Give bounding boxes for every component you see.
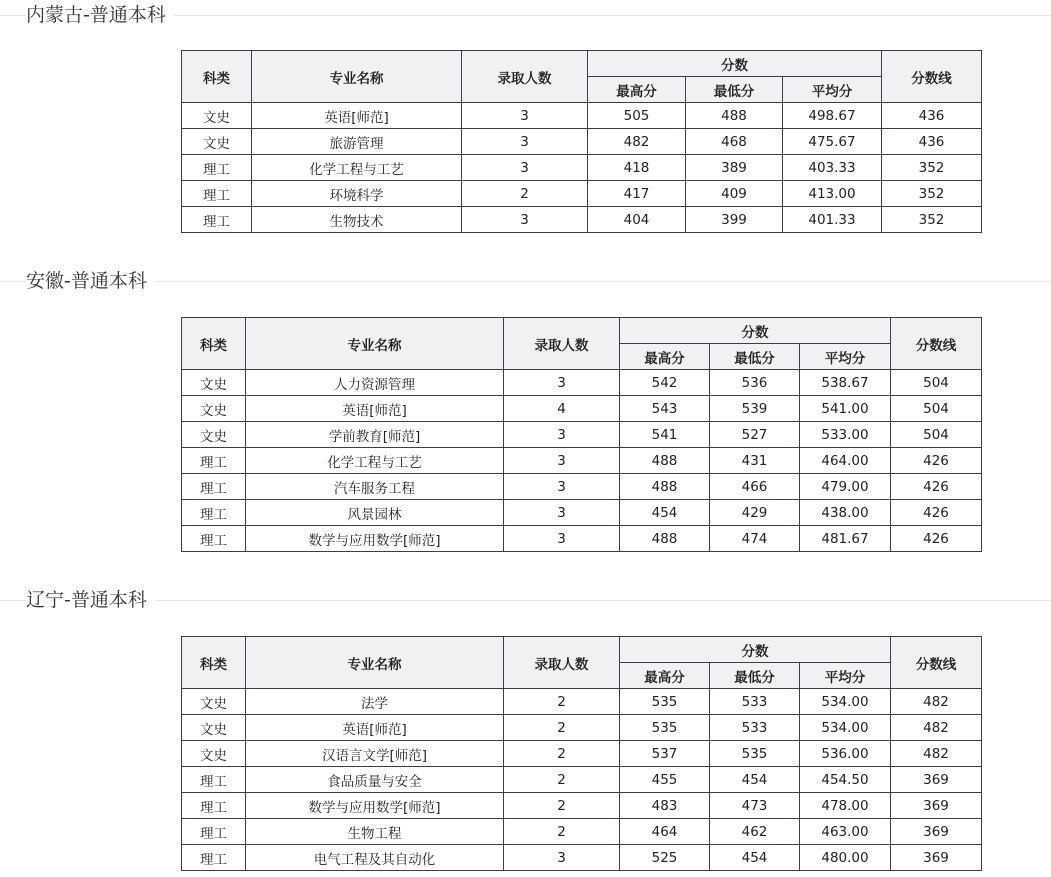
- table-row: [182, 474, 982, 500]
- cell-admitted: 2: [504, 715, 620, 741]
- cell-admitted: 3: [504, 448, 620, 474]
- header-major: 专业名称: [252, 51, 462, 103]
- header-admitted: 录取人数: [504, 637, 620, 689]
- cell-avg: 481.67: [800, 526, 891, 552]
- section-header-anhui: [0, 268, 1051, 294]
- cell-max: 543: [620, 396, 710, 422]
- header-score-group: 分数: [588, 51, 882, 77]
- cell-avg: 464.00: [800, 448, 891, 474]
- cell-major: 英语[师范]: [252, 103, 462, 129]
- cell-min: 431: [710, 448, 800, 474]
- cell-cutoff: 482: [891, 689, 982, 715]
- score-table-liaoning: [181, 636, 982, 871]
- cell-category: 文史: [182, 715, 246, 741]
- cell-admitted: 3: [504, 500, 620, 526]
- cell-major: 学前教育[师范]: [246, 422, 504, 448]
- cell-category: 理工: [182, 181, 252, 207]
- header-admitted: 录取人数: [504, 318, 620, 370]
- cell-max: 404: [588, 207, 686, 233]
- header-cutoff: 分数线: [891, 637, 982, 689]
- cell-major: 环境科学: [252, 181, 462, 207]
- cell-cutoff: 436: [882, 129, 982, 155]
- cell-category: 理工: [182, 474, 246, 500]
- table-row: [182, 526, 982, 552]
- cell-max: 483: [620, 793, 710, 819]
- cell-admitted: 3: [462, 155, 588, 181]
- table-row: [182, 741, 982, 767]
- cell-avg: 533.00: [800, 422, 891, 448]
- table-row: [182, 845, 982, 871]
- cell-cutoff: 482: [891, 715, 982, 741]
- cell-admitted: 4: [504, 396, 620, 422]
- header-cutoff: 分数线: [891, 318, 982, 370]
- cell-min: 474: [710, 526, 800, 552]
- header-major: 专业名称: [246, 637, 504, 689]
- header-avg: 平均分: [800, 663, 891, 689]
- table-row: [182, 422, 982, 448]
- table-row: [182, 767, 982, 793]
- cell-cutoff: 426: [891, 500, 982, 526]
- section-header-liaoning: [0, 587, 1051, 613]
- cell-avg: 454.50: [800, 767, 891, 793]
- cell-admitted: 2: [504, 793, 620, 819]
- cell-min: 429: [710, 500, 800, 526]
- cell-avg: 479.00: [800, 474, 891, 500]
- cell-max: 482: [588, 129, 686, 155]
- cell-admitted: 3: [462, 103, 588, 129]
- score-table-anhui: [181, 317, 982, 552]
- cell-category: 理工: [182, 155, 252, 181]
- score-table-inner-mongolia: [181, 50, 982, 233]
- cell-min: 454: [710, 845, 800, 871]
- cell-admitted: 2: [462, 181, 588, 207]
- cell-category: 文史: [182, 396, 246, 422]
- cell-major: 汽车服务工程: [246, 474, 504, 500]
- cell-min: 539: [710, 396, 800, 422]
- cell-admitted: 3: [462, 129, 588, 155]
- header-category: 科类: [182, 637, 246, 689]
- cell-min: 462: [710, 819, 800, 845]
- header-min: 最低分: [686, 77, 783, 103]
- table-row: [182, 500, 982, 526]
- cell-max: 417: [588, 181, 686, 207]
- cell-cutoff: 426: [891, 526, 982, 552]
- cell-cutoff: 369: [891, 793, 982, 819]
- cell-admitted: 2: [504, 741, 620, 767]
- header-avg: 平均分: [800, 344, 891, 370]
- cell-cutoff: 426: [891, 474, 982, 500]
- cell-min: 454: [710, 767, 800, 793]
- section-title: 辽宁-普通本科: [26, 587, 155, 613]
- cell-avg: 478.00: [800, 793, 891, 819]
- cell-category: 理工: [182, 500, 246, 526]
- cell-min: 466: [710, 474, 800, 500]
- cell-category: 理工: [182, 526, 246, 552]
- cell-max: 535: [620, 689, 710, 715]
- cell-max: 455: [620, 767, 710, 793]
- cell-major: 人力资源管理: [246, 370, 504, 396]
- cell-avg: 541.00: [800, 396, 891, 422]
- cell-max: 541: [620, 422, 710, 448]
- cell-min: 536: [710, 370, 800, 396]
- cell-cutoff: 426: [891, 448, 982, 474]
- cell-cutoff: 369: [891, 819, 982, 845]
- header-score-group: 分数: [620, 318, 891, 344]
- cell-admitted: 3: [504, 422, 620, 448]
- cell-max: 488: [620, 474, 710, 500]
- cell-category: 文史: [182, 689, 246, 715]
- cell-category: 理工: [182, 767, 246, 793]
- header-major: 专业名称: [246, 318, 504, 370]
- header-avg: 平均分: [783, 77, 882, 103]
- cell-cutoff: 504: [891, 422, 982, 448]
- cell-avg: 538.67: [800, 370, 891, 396]
- cell-avg: 413.00: [783, 181, 882, 207]
- cell-category: 文史: [182, 103, 252, 129]
- cell-min: 533: [710, 689, 800, 715]
- cell-major: 英语[师范]: [246, 715, 504, 741]
- header-max: 最高分: [588, 77, 686, 103]
- table-row: [182, 689, 982, 715]
- cell-admitted: 3: [504, 474, 620, 500]
- cell-min: 533: [710, 715, 800, 741]
- section-header-inner-mongolia: [0, 2, 1051, 28]
- cell-avg: 438.00: [800, 500, 891, 526]
- header-max: 最高分: [620, 663, 710, 689]
- cell-major: 食品质量与安全: [246, 767, 504, 793]
- cell-category: 文史: [182, 370, 246, 396]
- cell-cutoff: 352: [882, 181, 982, 207]
- cell-cutoff: 504: [891, 396, 982, 422]
- cell-admitted: 3: [504, 370, 620, 396]
- cell-major: 风景园林: [246, 500, 504, 526]
- cell-cutoff: 369: [891, 767, 982, 793]
- cell-major: 数学与应用数学[师范]: [246, 793, 504, 819]
- section-title: 内蒙古-普通本科: [26, 2, 174, 28]
- cell-avg: 480.00: [800, 845, 891, 871]
- cell-avg: 403.33: [783, 155, 882, 181]
- header-category: 科类: [182, 51, 252, 103]
- cell-major: 电气工程及其自动化: [246, 845, 504, 871]
- table-row: [182, 129, 982, 155]
- cell-max: 542: [620, 370, 710, 396]
- cell-avg: 475.67: [783, 129, 882, 155]
- cell-min: 409: [686, 181, 783, 207]
- cell-major: 生物工程: [246, 819, 504, 845]
- section-title: 安徽-普通本科: [26, 268, 155, 294]
- cell-max: 488: [620, 526, 710, 552]
- cell-min: 535: [710, 741, 800, 767]
- cell-admitted: 2: [504, 767, 620, 793]
- cell-max: 535: [620, 715, 710, 741]
- cell-max: 454: [620, 500, 710, 526]
- cell-cutoff: 436: [882, 103, 982, 129]
- header-min: 最低分: [710, 344, 800, 370]
- cell-max: 537: [620, 741, 710, 767]
- cell-max: 464: [620, 819, 710, 845]
- cell-min: 473: [710, 793, 800, 819]
- cell-major: 旅游管理: [252, 129, 462, 155]
- cell-min: 399: [686, 207, 783, 233]
- cell-avg: 401.33: [783, 207, 882, 233]
- header-cutoff: 分数线: [882, 51, 982, 103]
- cell-admitted: 2: [504, 819, 620, 845]
- cell-admitted: 3: [504, 845, 620, 871]
- table-row: [182, 819, 982, 845]
- cell-category: 理工: [182, 207, 252, 233]
- cell-min: 488: [686, 103, 783, 129]
- divider: [0, 600, 1051, 601]
- cell-major: 化学工程与工艺: [252, 155, 462, 181]
- cell-category: 理工: [182, 448, 246, 474]
- table-row: [182, 793, 982, 819]
- cell-major: 化学工程与工艺: [246, 448, 504, 474]
- cell-avg: 536.00: [800, 741, 891, 767]
- cell-max: 418: [588, 155, 686, 181]
- cell-category: 文史: [182, 741, 246, 767]
- table-row: [182, 207, 982, 233]
- cell-category: 文史: [182, 422, 246, 448]
- cell-max: 505: [588, 103, 686, 129]
- cell-admitted: 3: [462, 207, 588, 233]
- cell-max: 525: [620, 845, 710, 871]
- table-row: [182, 448, 982, 474]
- cell-admitted: 3: [504, 526, 620, 552]
- table-row: [182, 103, 982, 129]
- header-min: 最低分: [710, 663, 800, 689]
- cell-cutoff: 352: [882, 155, 982, 181]
- cell-min: 527: [710, 422, 800, 448]
- cell-max: 488: [620, 448, 710, 474]
- table-row: [182, 370, 982, 396]
- cell-avg: 463.00: [800, 819, 891, 845]
- cell-major: 汉语言文学[师范]: [246, 741, 504, 767]
- cell-cutoff: 504: [891, 370, 982, 396]
- header-admitted: 录取人数: [462, 51, 588, 103]
- cell-avg: 498.67: [783, 103, 882, 129]
- header-score-group: 分数: [620, 637, 891, 663]
- cell-major: 数学与应用数学[师范]: [246, 526, 504, 552]
- cell-min: 468: [686, 129, 783, 155]
- table-row: [182, 181, 982, 207]
- cell-admitted: 2: [504, 689, 620, 715]
- table-row: [182, 715, 982, 741]
- header-max: 最高分: [620, 344, 710, 370]
- divider: [0, 281, 1051, 282]
- cell-category: 理工: [182, 793, 246, 819]
- table-row: [182, 396, 982, 422]
- cell-major: 法学: [246, 689, 504, 715]
- cell-cutoff: 369: [891, 845, 982, 871]
- cell-category: 理工: [182, 845, 246, 871]
- cell-category: 理工: [182, 819, 246, 845]
- table-row: [182, 155, 982, 181]
- cell-avg: 534.00: [800, 715, 891, 741]
- cell-cutoff: 482: [891, 741, 982, 767]
- header-category: 科类: [182, 318, 246, 370]
- cell-cutoff: 352: [882, 207, 982, 233]
- cell-avg: 534.00: [800, 689, 891, 715]
- cell-min: 389: [686, 155, 783, 181]
- cell-major: 生物技术: [252, 207, 462, 233]
- cell-category: 文史: [182, 129, 252, 155]
- cell-major: 英语[师范]: [246, 396, 504, 422]
